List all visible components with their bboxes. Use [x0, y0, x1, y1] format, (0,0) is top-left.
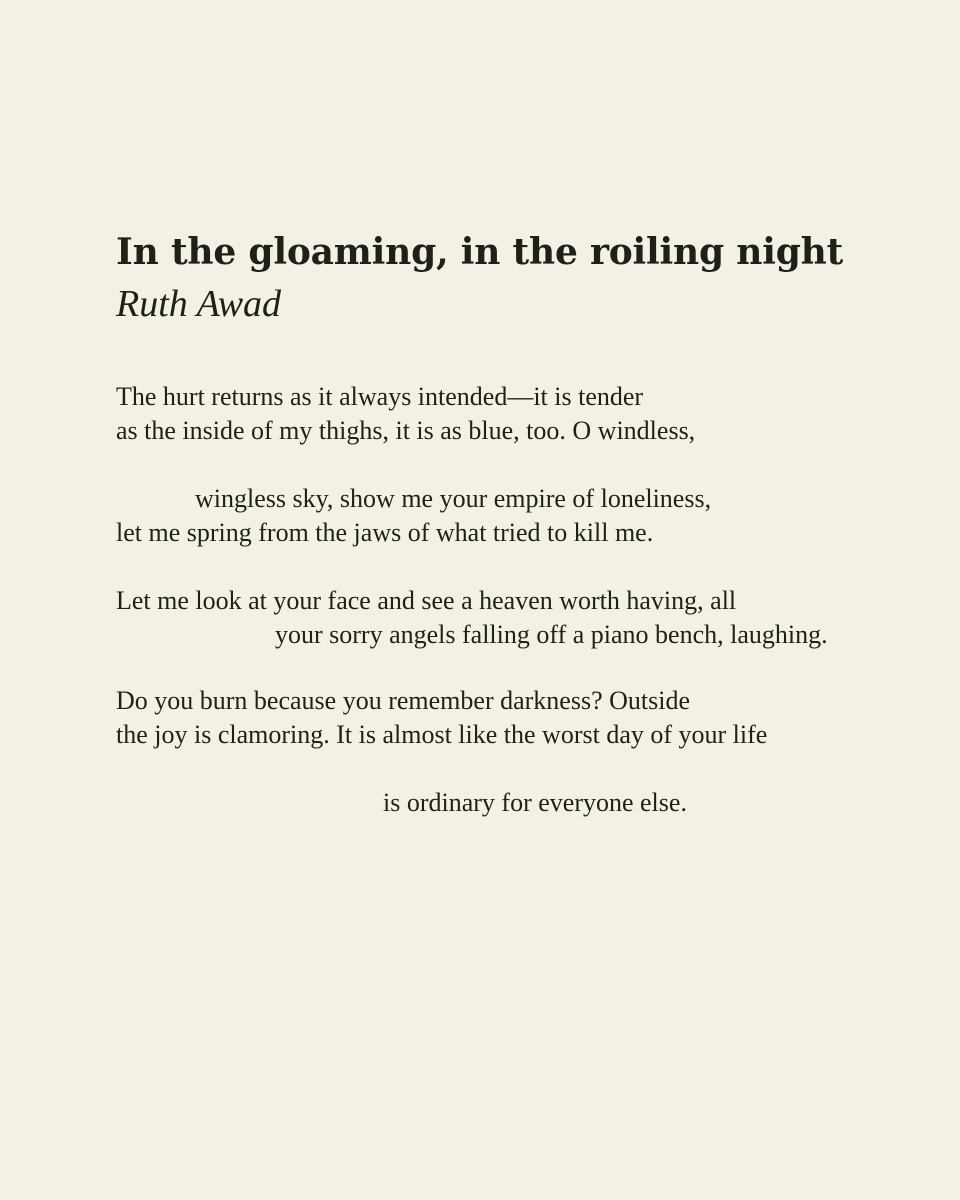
poem-line: The hurt returns as it always intended—it is tender [116, 382, 644, 411]
poem-line: let me spring from the jaws of what tried to kill me. [116, 518, 654, 547]
poem-line: Do you burn because you remember darkness? Outside [116, 686, 690, 715]
poem-title: In the gloaming, in the roiling night [116, 231, 844, 273]
poem-author: Ruth Awad [116, 283, 282, 325]
poem-line: Let me look at your face and see a heaven worth having, all [116, 586, 737, 615]
poem-line: your sorry angels falling off a piano bench, laughing. [275, 620, 828, 649]
poem-line: wingless sky, show me your empire of loneliness, [195, 484, 712, 513]
poem-line: the joy is clamoring. It is almost like the worst day of your life [116, 720, 768, 749]
poem-line: as the inside of my thighs, it is as blue, too. O windless, [116, 416, 696, 445]
poem-line: is ordinary for everyone else. [383, 788, 687, 817]
